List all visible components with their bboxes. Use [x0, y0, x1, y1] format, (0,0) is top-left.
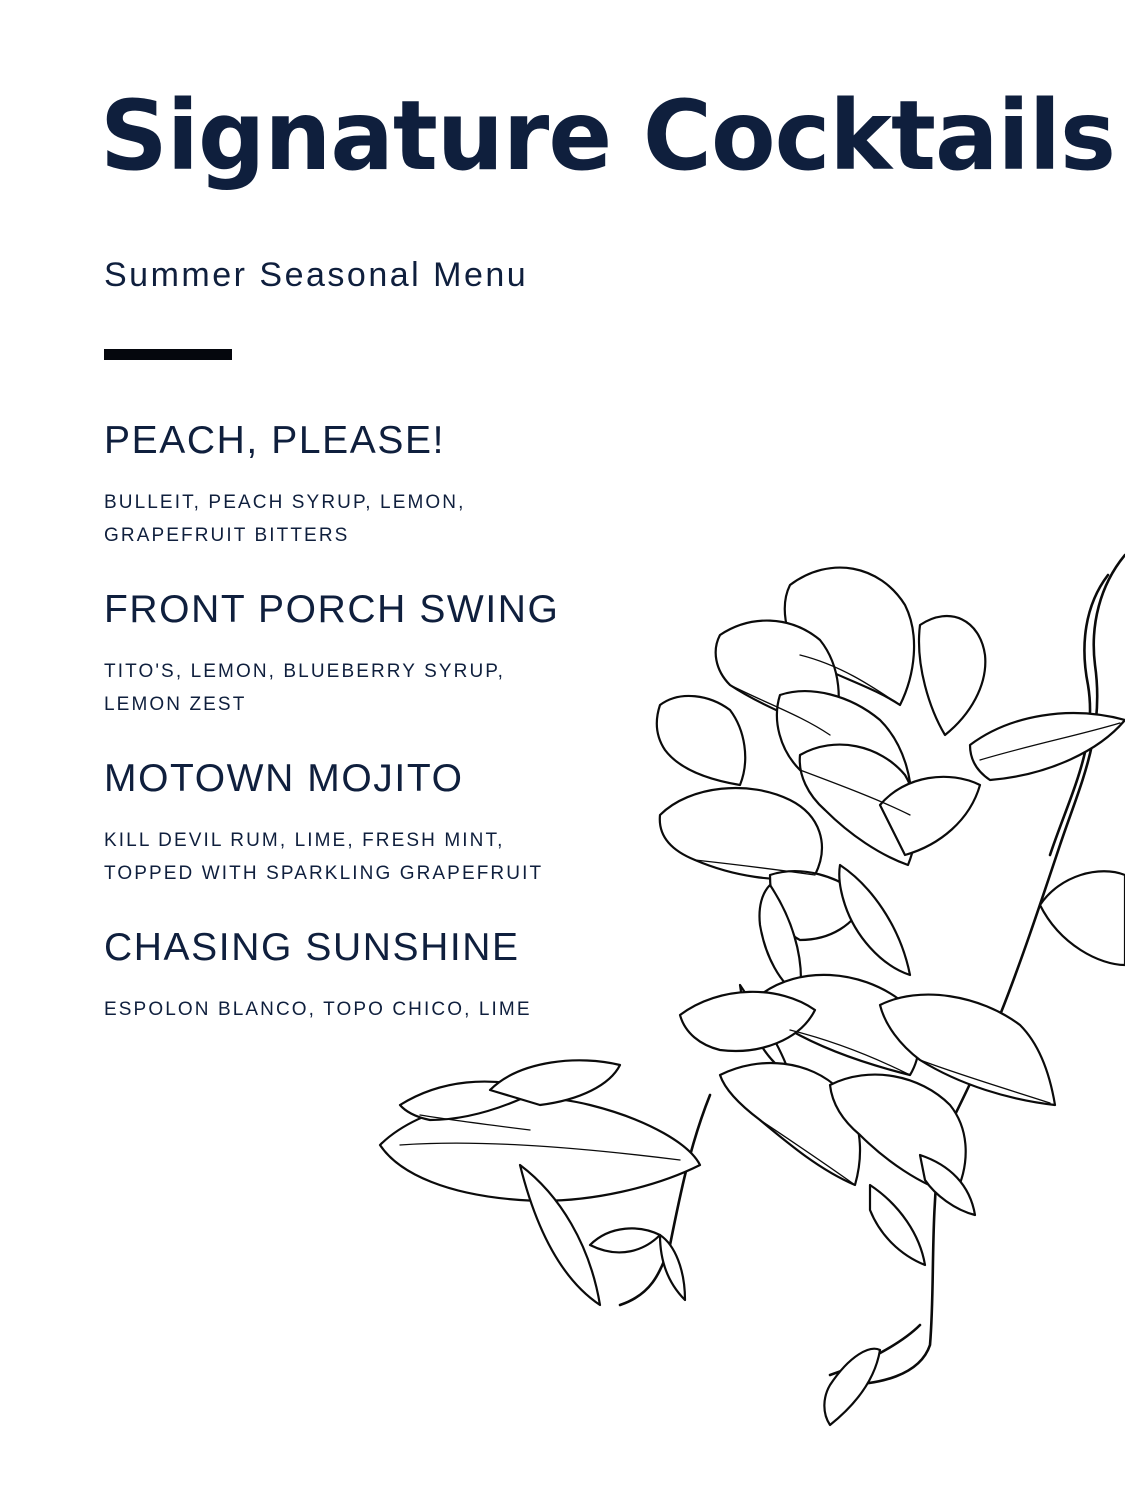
cocktail-ingredients: ESPOLON BLANCO, TOPO CHICO, LIME	[104, 999, 532, 1020]
page-subtitle: Summer Seasonal Menu	[104, 256, 529, 294]
cocktail-name: PEACH, PLEASE!	[104, 419, 446, 462]
magnolia-illustration	[360, 545, 1125, 1445]
cocktail-name: MOTOWN MOJITO	[104, 757, 464, 800]
divider	[104, 349, 232, 360]
cocktail-ingredients: KILL DEVIL RUM, LIME, FRESH MINT, TOPPED WITH SPARKLING GRAPEFRUIT	[104, 830, 544, 884]
cocktail-name: CHASING SUNSHINE	[104, 926, 520, 969]
cocktail-ingredients: TITO'S, LEMON, BLUEBERRY SYRUP, LEMON ZEST	[104, 661, 505, 715]
cocktail-name: FRONT PORCH SWING	[104, 588, 560, 631]
page-title: Signature Cocktails	[100, 80, 1116, 192]
cocktail-ingredients: BULLEIT, PEACH SYRUP, LEMON, GRAPEFRUIT BITTERS	[104, 492, 466, 546]
